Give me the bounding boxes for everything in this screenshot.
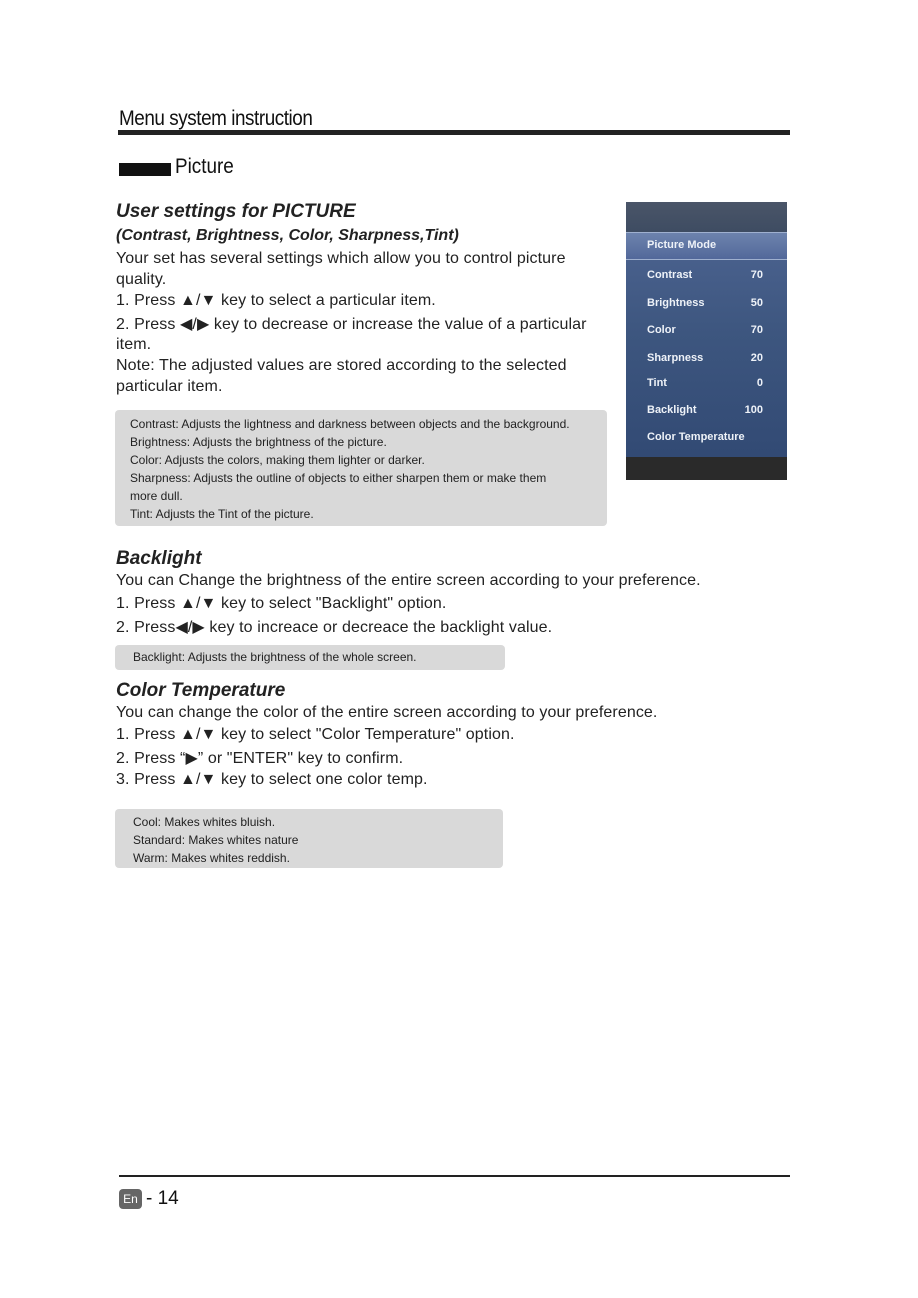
- tv-menu-item-value: 100: [744, 404, 763, 416]
- user-settings-subheading: (Contrast, Brightness, Color, Sharpness,Tint): [116, 227, 459, 244]
- tv-menu-item-label: Contrast: [647, 269, 693, 281]
- tv-menu-item-label: Brightness: [647, 297, 705, 309]
- tv-menu-body: [626, 232, 787, 457]
- tv-menu-top-bar: [626, 202, 787, 232]
- header-title: Menu system instruction: [119, 107, 313, 130]
- tv-menu-item-label: Color Temperature: [647, 431, 745, 443]
- backlight-note-box: [115, 645, 505, 670]
- color-temperature-line: 2. Press “▶” or "ENTER" key to confirm.: [116, 750, 404, 767]
- footer-rule: [119, 1175, 790, 1177]
- tv-menu-item-label: Tint: [647, 377, 667, 389]
- tv-menu-item-label: Sharpness: [647, 352, 704, 364]
- user-settings-line: item.: [116, 336, 152, 353]
- tv-menu-item-label: Color: [647, 324, 676, 336]
- user-settings-line: particular item.: [116, 378, 223, 395]
- note-line: more dull.: [130, 489, 183, 503]
- backlight-line: 1. Press ▲/▼ key to select "Backlight" option.: [116, 595, 447, 612]
- color-temperature-note-box: [115, 809, 503, 868]
- note-line: Contrast: Adjusts the lightness and darkness between objects and the background.: [130, 417, 570, 431]
- section-title: Picture: [175, 155, 234, 178]
- header-rule: [118, 130, 790, 135]
- user-settings-heading: User settings for PICTURE: [116, 201, 356, 222]
- backlight-line: You can Change the brightness of the entire screen according to your preference.: [116, 572, 701, 589]
- note-line: Color: Adjusts the colors, making them lighter or darker.: [130, 453, 425, 467]
- tv-menu-item-value: 20: [750, 352, 763, 364]
- user-settings-line: Note: The adjusted values are stored according to the selected: [116, 357, 567, 374]
- note-line: Brightness: Adjusts the brightness of the picture.: [130, 435, 387, 449]
- user-settings-line: 1. Press ▲/▼ key to select a particular item.: [116, 292, 436, 309]
- tv-menu-item-value: 0: [756, 377, 763, 389]
- note-line: Backlight: Adjusts the brightness of the whole screen.: [133, 650, 417, 664]
- tv-menu-item-value: 70: [750, 324, 763, 336]
- user-settings-line: quality.: [116, 271, 167, 288]
- note-line: Warm: Makes whites reddish.: [133, 851, 290, 865]
- language-badge: En: [119, 1189, 142, 1209]
- tv-menu-highlight-label: Picture Mode: [647, 239, 717, 251]
- user-settings-line: 2. Press ◀/▶ key to decrease or increase the value of a particular: [116, 316, 587, 333]
- section-bar: [119, 163, 171, 176]
- color-temperature-line: You can change the color of the entire screen according to your preference.: [116, 704, 658, 721]
- color-temperature-line: 3. Press ▲/▼ key to select one color temp.: [116, 771, 428, 788]
- tv-menu-item-label: Backlight: [647, 404, 697, 416]
- picture-note-box: [115, 410, 607, 526]
- note-line: Standard: Makes whites nature: [133, 833, 299, 847]
- note-line: Cool: Makes whites bluish.: [133, 815, 276, 829]
- note-line: Sharpness: Adjusts the outline of objects to either sharpen them or make them: [130, 471, 547, 485]
- backlight-heading: Backlight: [116, 548, 202, 569]
- color-temperature-line: 1. Press ▲/▼ key to select "Color Temperature" option.: [116, 726, 515, 743]
- color-temperature-heading: Color Temperature: [116, 680, 286, 701]
- tv-menu-item-value: 50: [750, 297, 763, 309]
- note-line: Tint: Adjusts the Tint of the picture.: [130, 507, 314, 521]
- page-number: - 14: [146, 1188, 179, 1209]
- user-settings-line: Your set has several settings which allow you to control picture: [116, 250, 566, 267]
- backlight-line: 2. Press◀/▶ key to increace or decreace the backlight value.: [116, 619, 553, 636]
- tv-menu-highlight: [626, 232, 787, 260]
- tv-menu-item-value: 70: [750, 269, 763, 281]
- tv-picture-menu: [626, 202, 787, 480]
